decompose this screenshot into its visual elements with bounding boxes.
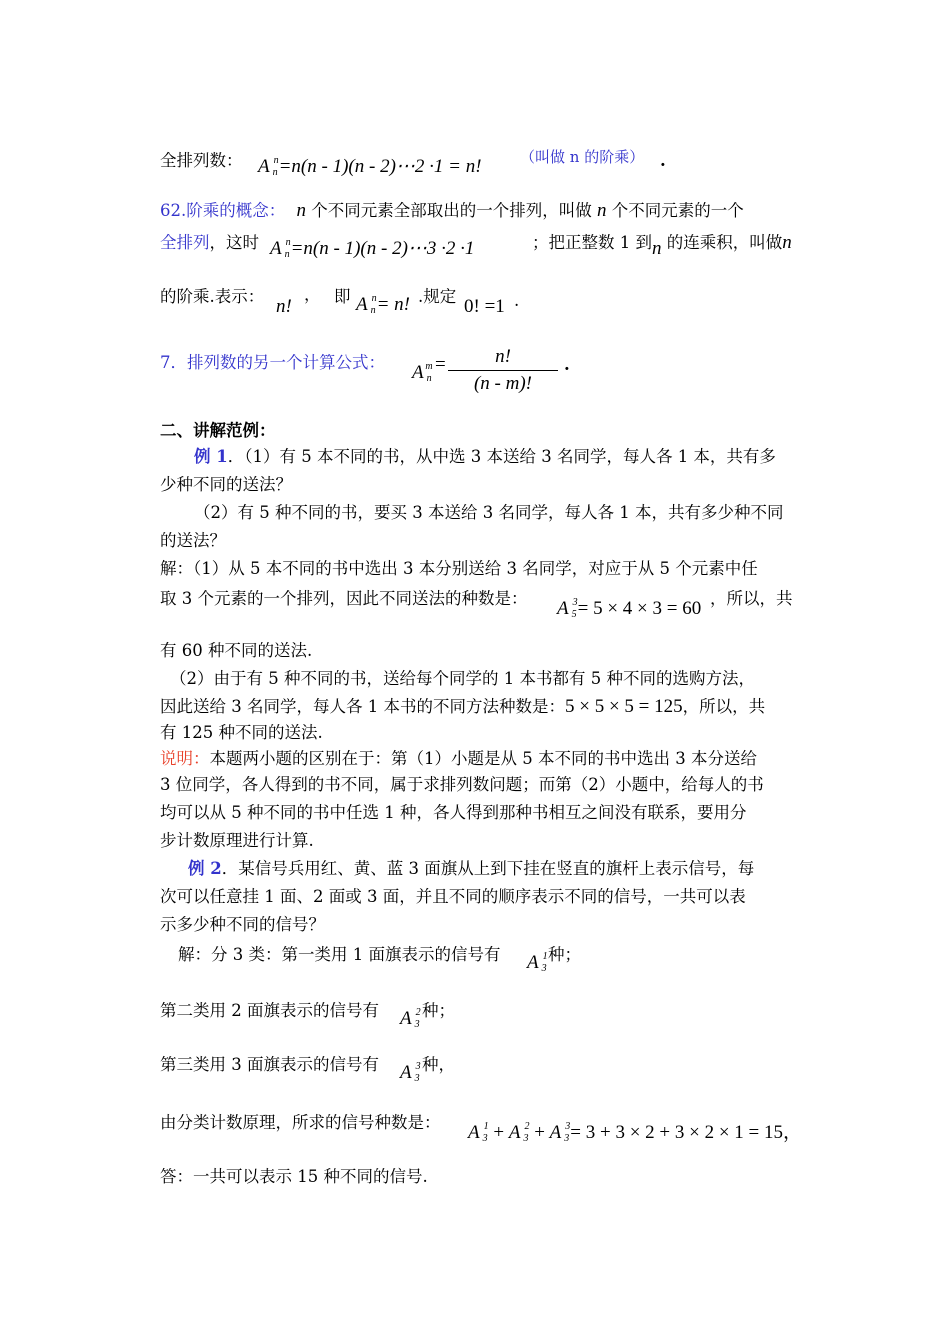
section-7-dot: . — [564, 355, 570, 374]
comma: ， — [304, 285, 321, 304]
example-2-line-3: 示多少种不同的信号？ — [160, 915, 325, 934]
symbol-A-n-n: A n n — [356, 293, 377, 316]
example-1-solution-line-3: 有 60 种不同的送法. — [160, 641, 313, 660]
example-1-solution-line-6: 有 125 种不同的送法. — [160, 723, 323, 742]
note-line-4: 步计数原理进行计算. — [160, 831, 314, 850]
full-permutation-formula-2: A n n =n(n - 1)(n - 2)⋯3 ·2 ·1 — [270, 237, 475, 260]
note-line-1: 说明：本题两小题的区别在于：第（1）小题是从 5 本不同的书中选出 3 本分送给 — [160, 749, 757, 768]
full-permutation-line — [160, 150, 243, 172]
rule-end: . — [514, 291, 520, 310]
example-2-answer: 答：一共可以表示 15 种不同的信号. — [160, 1167, 428, 1186]
example-2-solution-line-2: 第二类用 2 面旗表示的信号有 — [160, 1001, 379, 1020]
example-1-line-3: （2）有 5 种不同的书，要买 3 本送给 3 名同学，每人各 1 本，共有多少种不同 — [194, 503, 784, 522]
var-n: n — [296, 200, 306, 221]
note-line-2: 3 位同学，各人得到的书不同，属于求排列数问题；而第（2）小题中，给每人的书 — [160, 775, 764, 794]
symbol-A-m-n: A m n — [412, 361, 433, 384]
full-permutation-label: 全排列数： — [160, 151, 243, 170]
note-label: 说明： — [160, 749, 210, 768]
symbol-A-n-n: A n n — [270, 237, 291, 260]
example-2-solution-line-1: 解：分 3 类：第一类用 1 面旗表示的信号有 — [178, 945, 501, 964]
note-line-3: 均可以从 5 种不同的书中任选 1 种，各人得到那种书相互之间没有联系，要用分 — [160, 803, 747, 822]
example-2-line-1: 例 2．某信号兵用红、黄、蓝 3 面旗从上到下挂在竖直的旗杆上表示信号，每 — [188, 859, 755, 878]
term-full-permutation: 全排列 — [160, 233, 210, 252]
example-2-solution-line-1-end: 种； — [548, 945, 581, 964]
example-2-solution-line-2-end: 种； — [422, 1001, 455, 1020]
example-1-label: 例 1 — [194, 447, 228, 466]
example-1-line-4: 的送法？ — [160, 531, 226, 550]
factorial-concept-line-3: 的阶乘.表示： — [160, 287, 265, 306]
example-1-line-2: 少种不同的送法？ — [160, 475, 292, 494]
full-permutation-formula: A n n =n(n - 1)(n - 2)⋯2 ·1 = n! — [258, 155, 482, 178]
section-heading-examples: 二、讲解范例： — [160, 421, 276, 440]
fraction-numerator: n! — [495, 346, 511, 367]
symbol-A-1-3: A 1 3 — [527, 951, 548, 974]
example-1-formula: A 3 5 = 5 × 4 × 3 = 60 — [557, 597, 702, 620]
zero-factorial-rule: 0! =1 — [464, 296, 505, 317]
symbol-A-1-3: A 1 3 — [468, 1121, 489, 1144]
example-1-formula-2: 5 × 5 × 5 = 125 — [564, 696, 683, 717]
factorial-note: （叫做 n 的阶乘） — [520, 148, 645, 166]
example-1-solution-line-2: 取 3 个元素的一个排列，因此不同送法的种数是： — [160, 589, 528, 608]
factorial-concept-line-2b: ；把正整数 1 到n 的连乘积，叫做n — [532, 232, 792, 259]
example-2-sum-formula: A 1 3 + A 2 3 + A 3 3 = 3 + 3 × 2 + 3 × 2 × 1 = 15， — [468, 1121, 803, 1144]
example-2-solution-line-3: 第三类用 3 面旗表示的信号有 — [160, 1055, 379, 1074]
another-formula-label: 7．排列数的另一个计算公式： — [160, 353, 385, 372]
symbol-A-3-3: A 3 3 — [549, 1121, 571, 1144]
example-2-solution-line-4: 由分类计数原理，所求的信号种数是： — [160, 1113, 441, 1132]
symbol-A-n-n: A n n — [258, 155, 279, 178]
permutation-fraction — [448, 346, 558, 395]
example-2-label: 例 2 — [188, 859, 222, 878]
example-2-solution-line-3-end: 种， — [422, 1055, 455, 1074]
line1-dot: . — [660, 151, 666, 170]
example-1-solution-line-4: （2）由于有 5 种不同的书，送给每个同学的 1 本书都有 5 种不同的选购方法， — [170, 669, 755, 688]
symbol-A-2-3: A 2 3 — [400, 1007, 421, 1030]
factorial-notation: n! — [276, 296, 292, 317]
symbol-A-2-3: A 2 3 — [508, 1121, 530, 1144]
example-1-solution-line-5: 因此送给 3 名同学，每人各 1 本书的不同方法种数是：5 × 5 × 5 = 125，所以，共 — [160, 696, 766, 717]
var-n: n — [597, 200, 607, 221]
section-62-number: 62. — [160, 201, 187, 220]
example-1-solution-line-1: 解：（1）从 5 本不同的书中选出 3 本分别送给 3 名同学，对应于从 5 个元素中任 — [160, 559, 758, 578]
example-1-line-1: 例 1．（1）有 5 本不同的书，从中选 3 本送给 3 名同学，每人各 1 本，共有多 — [194, 447, 776, 466]
symbol-A-3-3: A 3 3 — [400, 1061, 421, 1084]
factorial-concept-line-1: 62.阶乘的概念： n 个不同元素全部取出的一个排列，叫做 n 个不同元素的一个 — [160, 200, 744, 221]
factorial-equation: A n n = n! — [356, 293, 411, 316]
symbol-A-3-5: A 3 5 — [557, 597, 578, 620]
var-n: n — [782, 232, 792, 253]
section-62-title: 阶乘的概念： — [186, 201, 286, 220]
fraction-denominator: (n - m)! — [473, 373, 533, 394]
example-2-line-2: 次可以任意挂 1 面、2 面或 3 面，并且不同的顺序表示不同的信号，一共可以表 — [160, 887, 746, 906]
ji-word: 即 — [334, 287, 351, 306]
var-n: n — [652, 238, 662, 259]
equals-sign: = — [435, 354, 446, 375]
rule-text: .规定 — [418, 287, 457, 306]
example-1-solution-line-2-end: ，所以，共 — [710, 589, 793, 608]
factorial-concept-line-2: 全排列，这时 — [160, 233, 259, 252]
